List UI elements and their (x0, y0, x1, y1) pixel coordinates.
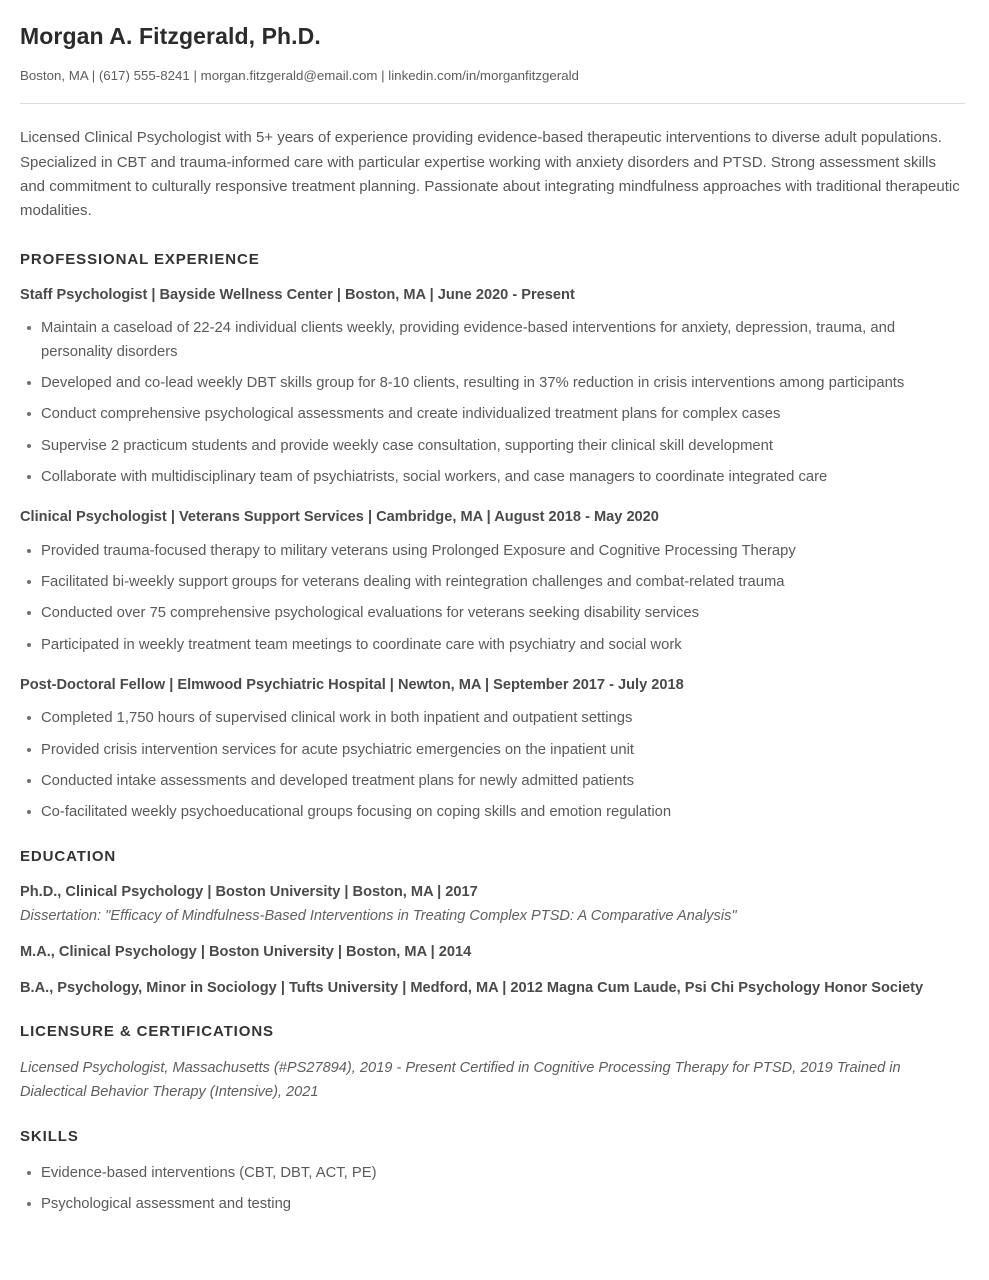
education-degree-line: M.A., Clinical Psychology | Boston University | Boston, MA | 2014 (20, 944, 472, 961)
section-licensure-certifications (20, 1022, 965, 1105)
list-item: Provided crisis intervention services for acute psychiatric emergencies on the inpatient unit (20, 739, 950, 762)
list-item: Participated in weekly treatment team meetings to coordinate care with psychiatry and social work (20, 634, 950, 657)
section-professional-experience (20, 250, 965, 825)
list-item: Conducted intake assessments and developed treatment plans for newly admitted patients (20, 770, 950, 793)
experience-entry (20, 675, 965, 825)
list-item: Co-facilitated weekly psychoeducational groups focusing on coping skills and emotion regulation (20, 801, 950, 824)
job-bullet-list (20, 707, 965, 825)
page-title: Morgan A. Fitzgerald, Ph.D. (20, 23, 321, 49)
list-item: Maintain a caseload of 22-24 individual clients weekly, providing evidence-based interventions for anxiety, depression, trauma, and personality disorders (20, 317, 950, 364)
job-bullet-list (20, 317, 965, 489)
section-heading-skills: SKILLS (20, 1127, 79, 1145)
education-degree-line: B.A., Psychology, Minor in Sociology | Tufts University | Medford, MA | 2012 Magna Cum Laude, Psi Chi Psychology Honor Society (20, 979, 924, 996)
list-item: Collaborate with multidisciplinary team of psychiatrists, social workers, and case managers to coordinate integrated care (20, 466, 950, 489)
list-item: Psychological assessment and testing (20, 1193, 950, 1216)
section-heading-education: EDUCATION (20, 847, 117, 865)
section-heading-licensure: LICENSURE & CERTIFICATIONS (20, 1022, 274, 1040)
list-item: Conducted over 75 comprehensive psychological evaluations for veterans seeking disability services (20, 602, 950, 625)
section-education (20, 847, 965, 1000)
list-item: Developed and co-lead weekly DBT skills group for 8-10 clients, resulting in 37% reduction in crisis interventions among participants (20, 372, 950, 395)
experience-entry (20, 285, 965, 489)
professional-summary: Licensed Clinical Psychologist with 5+ years of experience providing evidence-based therapeutic interventions to diverse adult populations. Specialized in CBT and trauma-informed care with particular expertise working with anxiety disorders and PTSD. Strong assessment skills and commitment to culturally responsive treatment planning. Passionate about integrating mindfulness approaches with traditional therapeutic modalities. (20, 129, 960, 220)
list-item: Evidence-based interventions (CBT, DBT, ACT, PE) (20, 1162, 950, 1185)
section-skills (20, 1127, 965, 1217)
contact-line: Boston, MA | (617) 555-8241 | morgan.fitzgerald@email.com | linkedin.com/in/morganfitzgerald (20, 67, 579, 83)
licensure-text: Licensed Psychologist, Massachusetts (#PS27894), 2019 - Present Certified in Cognitive Processing Therapy for PTSD, 2019 Trained in Dialectical Behavior Therapy (Intensive), 2021 (20, 1060, 901, 1100)
education-degree-line: Ph.D., Clinical Psychology | Boston University | Boston, MA | 2017 (20, 884, 478, 901)
job-header: Post-Doctoral Fellow | Elmwood Psychiatric Hospital | Newton, MA | September 2017 - July 2018 (20, 677, 684, 694)
education-dissertation: Dissertation: "Efficacy of Mindfulness-Based Interventions in Treating Complex PTSD: A Comparative Analysis" (20, 908, 737, 925)
experience-entry (20, 507, 965, 657)
list-item: Completed 1,750 hours of supervised clinical work in both inpatient and outpatient settings (20, 707, 950, 730)
job-header: Staff Psychologist | Bayside Wellness Center | Boston, MA | June 2020 - Present (20, 287, 575, 304)
section-heading-experience: PROFESSIONAL EXPERIENCE (20, 250, 260, 268)
skills-list (20, 1162, 965, 1217)
job-header: Clinical Psychologist | Veterans Support Services | Cambridge, MA | August 2018 - May 2020 (20, 509, 659, 526)
list-item: Conduct comprehensive psychological assessments and create individualized treatment plans for complex cases (20, 403, 950, 426)
list-item: Provided trauma-focused therapy to military veterans using Prolonged Exposure and Cognitive Processing Therapy (20, 540, 950, 563)
education-entry (20, 882, 965, 928)
job-bullet-list (20, 540, 965, 658)
education-entry (20, 978, 965, 1000)
header-divider (20, 103, 965, 104)
education-entry (20, 942, 965, 964)
list-item: Supervise 2 practicum students and provide weekly case consultation, supporting their clinical skill development (20, 435, 950, 458)
list-item: Facilitated bi-weekly support groups for veterans dealing with reintegration challenges and combat-related trauma (20, 571, 950, 594)
